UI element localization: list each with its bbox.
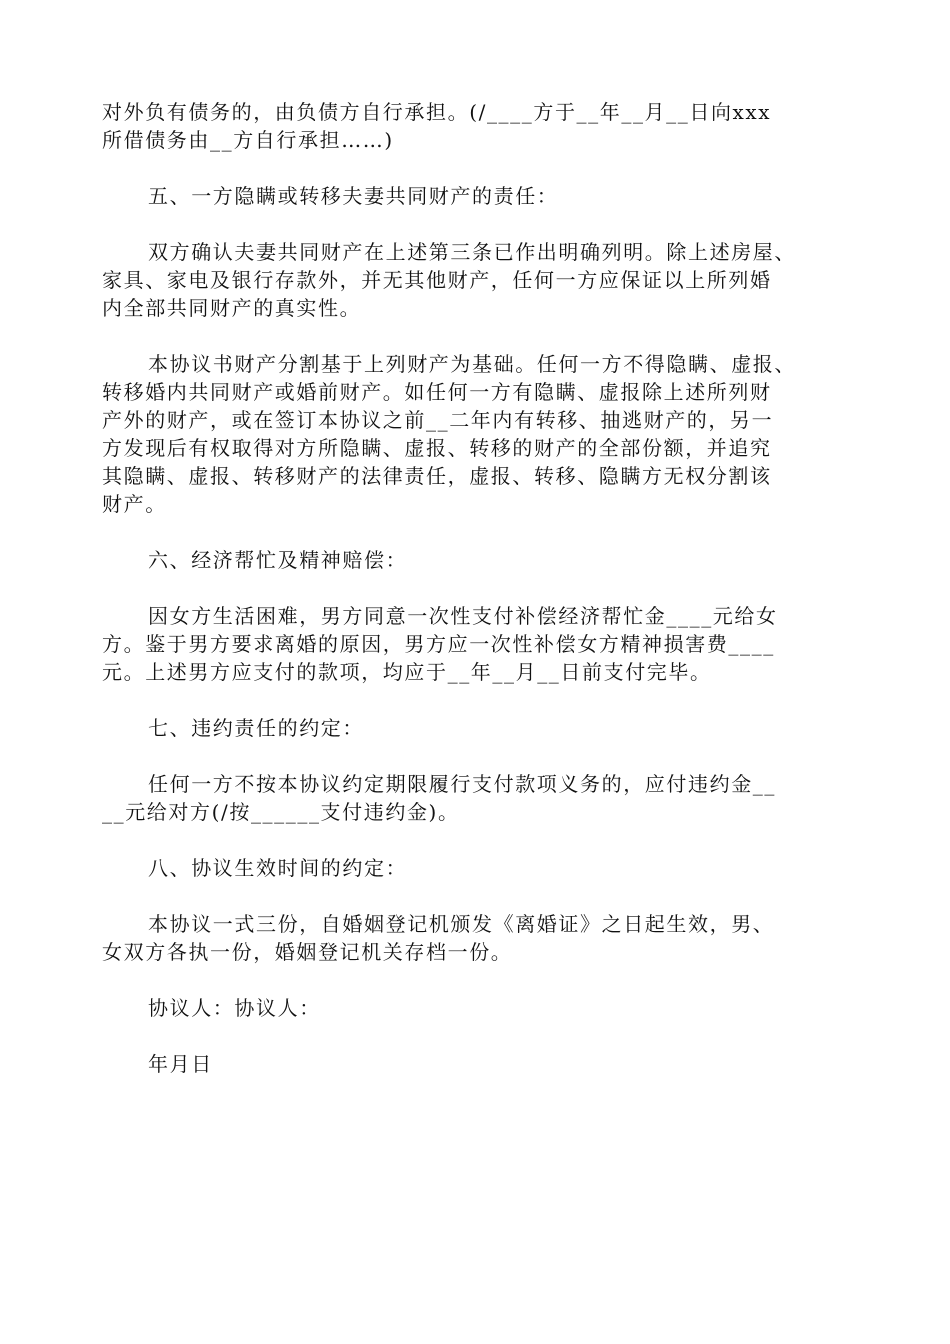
paragraph-debt-continuation bbox=[102, 98, 862, 154]
text-line: 对外负有债务的，由负债方自行承担。(/____方于__年__月__日向xxx bbox=[102, 100, 772, 124]
section-heading-six bbox=[102, 546, 862, 574]
text-line: 内全部共同财产的真实性。 bbox=[102, 296, 362, 320]
section-heading-eight bbox=[102, 854, 862, 882]
document-page bbox=[102, 98, 862, 1106]
text-line: 转移婚内共同财产或婚前财产。如任何一方有隐瞒、虚报除上述所列财 bbox=[102, 380, 772, 404]
text-line: 所借债务由__方自行承担……) bbox=[102, 128, 394, 152]
text-line: 女双方各执一份，婚姻登记机关存档一份。 bbox=[102, 940, 513, 964]
text-line: 家具、家电及银行存款外，并无其他财产，任何一方应保证以上所列婚 bbox=[102, 268, 772, 292]
date-line bbox=[102, 1050, 862, 1078]
heading-text: 八、协议生效时间的约定： bbox=[148, 856, 408, 880]
text-line: 本协议一式三份，自婚姻登记机颁发《离婚证》之日起生效，男、 bbox=[148, 912, 775, 936]
paragraph-effective-date bbox=[102, 910, 862, 966]
date-text: 年月日 bbox=[148, 1052, 213, 1076]
section-heading-five bbox=[102, 182, 862, 210]
heading-text: 七、违约责任的约定： bbox=[148, 716, 364, 740]
text-line: 任何一方不按本协议约定期限履行支付款项义务的，应付违约金__ bbox=[148, 772, 776, 796]
text-line: 方。鉴于男方要求离婚的原因，男方应一次性补偿女方精神损害费____ bbox=[102, 632, 775, 656]
section-heading-seven bbox=[102, 714, 862, 742]
signature-text: 协议人：协议人： bbox=[148, 996, 321, 1020]
text-line: 元。上述男方应支付的款项，均应于__年__月__日前支付完毕。 bbox=[102, 660, 712, 684]
text-line: 因女方生活困难，男方同意一次性支付补偿经济帮忙金____元给女 bbox=[148, 604, 778, 628]
paragraph-property-confirmation bbox=[102, 238, 862, 322]
text-line: 方发现后有权取得对方所隐瞒、虚报、转移的财产的全部份额，并追究 bbox=[102, 436, 772, 460]
text-line: __元给对方(/按______支付违约金)。 bbox=[102, 800, 460, 824]
text-line: 本协议书财产分割基于上列财产为基础。任何一方不得隐瞒、虚报、 bbox=[148, 352, 796, 376]
heading-text: 五、一方隐瞒或转移夫妻共同财产的责任： bbox=[148, 184, 559, 208]
text-line: 产外的财产，或在签订本协议之前__二年内有转移、抽逃财产的，另一 bbox=[102, 408, 774, 432]
paragraph-breach-liability bbox=[102, 770, 862, 826]
paragraph-property-division bbox=[102, 350, 862, 518]
text-line: 其隐瞒、虚报、转移财产的法律责任，虚报、转移、隐瞒方无权分割该 bbox=[102, 464, 772, 488]
heading-text: 六、经济帮忙及精神赔偿： bbox=[148, 548, 408, 572]
paragraph-compensation bbox=[102, 602, 862, 686]
text-line: 财产。 bbox=[102, 492, 167, 516]
signature-line bbox=[102, 994, 862, 1022]
text-line: 双方确认夫妻共同财产在上述第三条已作出明确列明。除上述房屋、 bbox=[148, 240, 796, 264]
